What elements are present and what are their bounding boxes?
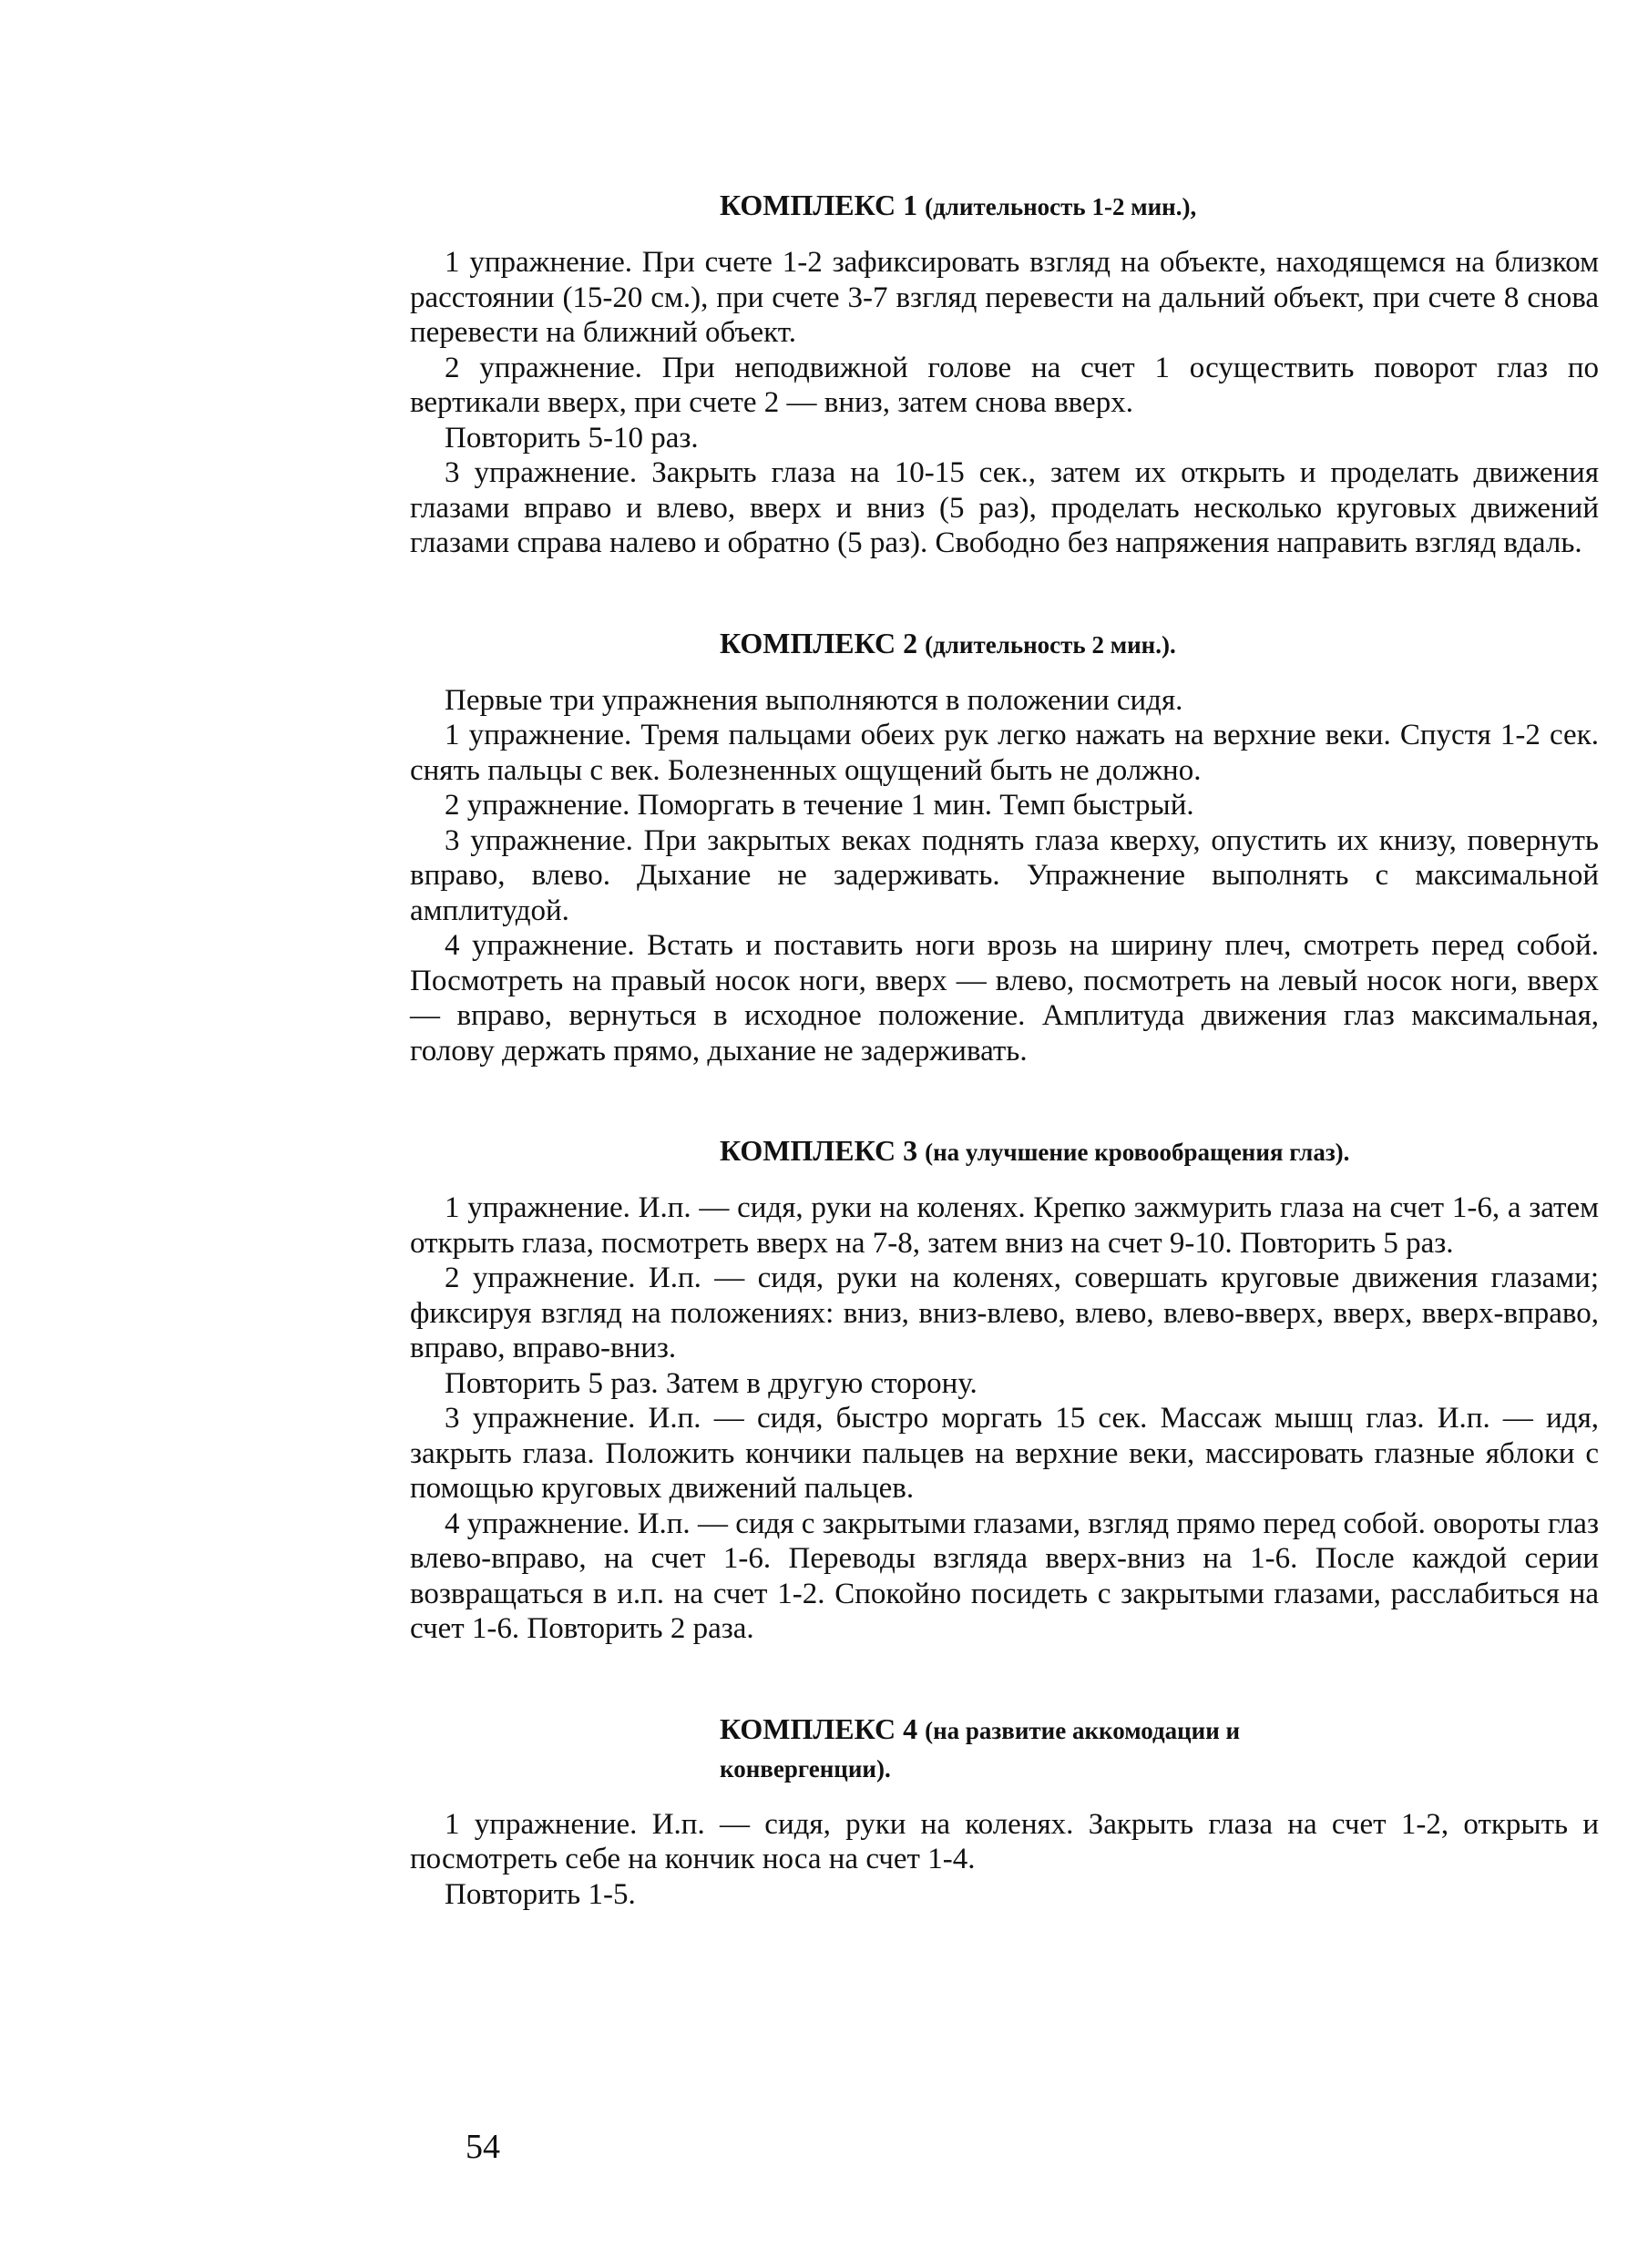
complex-3-exercise-1: 1 упражнение. И.п. — сидя, руки на коленях. Крепко зажмурить глаза на счет 1-6, а затем открыть глаза, посмотреть вверх на 7-8, затем вниз на счет 9-10. Повторить 5 раз. bbox=[410, 1191, 1599, 1260]
complex-3-purpose: (на улучшение кровообращения глаз). bbox=[925, 1139, 1350, 1166]
complex-2-title: КОМПЛЕКС 2 bbox=[720, 626, 918, 659]
complex-1-duration: (длительность 1-2 мин.), bbox=[925, 193, 1197, 220]
complex-3-heading bbox=[720, 1132, 1376, 1170]
complex-1-exercise-3: 3 упражнение. Закрыть глаза на 10-15 сек., затем их открыть и проделать движения глазами вправо и влево, вверх и вниз (5 раз), проделать несколько круговых движений глазами справа налево и обратно (5 раз). Свободно без напряжения направить взгляд вдаль. bbox=[410, 456, 1599, 559]
complex-3-exercise-3: 3 упражнение. И.п. — сидя, быстро моргать 15 сек. Массаж мышц глаз. И.п. — идя, закрыть глаза. Положить кончики пальцев на верхние веки, массировать глазные яблоки с помощью круговых движений пальцев. bbox=[410, 1402, 1599, 1505]
complex-3-section bbox=[410, 1132, 1599, 1647]
complex-1-exercise-2: 2 упражнение. При неподвижной голове на счет 1 осуществить поворот глаз по вертикали вверх, при счете 2 — вниз, затем снова вверх. bbox=[410, 351, 1599, 419]
complex-3-exercise-4: 4 упражнение. И.п. — сидя с закрытыми глазами, взгляд прямо перед собой. овороты глаз влево-вправо, на счет 1-6. Переводы взгляда вверх-вниз на 1-6. После каждой серии возвращаться в и.п. на счет 1-2. Спокойно посидеть с закрытыми глазами, расслабиться на счет 1-6. Повторить 2 раза. bbox=[410, 1507, 1599, 1645]
complex-1-exercise-1: 1 упражнение. При счете 1-2 зафиксировать взгляд на объекте, находящемся на близком расстоянии (15-20 см.), при счете 3-7 взгляд перевести на дальний объект, при счете 8 снова перевести на ближний объект. bbox=[410, 246, 1599, 349]
complex-4-title: КОМПЛЕКС 4 bbox=[720, 1711, 918, 1745]
complex-1-section bbox=[410, 187, 1599, 561]
complex-4-section bbox=[410, 1711, 1599, 1913]
complex-2-exercise-3: 3 упражнение. При закрытых веках поднять глаза кверху, опустить их книзу, повернуть вправо, влево. Дыхание не задерживать. Упражнение выполнять с максимальной амплитудой. bbox=[410, 823, 1599, 927]
complex-4-exercise-1: 1 упражнение. И.п. — сидя, руки на коленях. Закрыть глаза на счет 1-2, открыть и посмотреть себе на кончик носа на счет 1-4. bbox=[410, 1807, 1599, 1875]
complex-2-section bbox=[410, 625, 1599, 1069]
complex-1-heading bbox=[720, 187, 1376, 225]
complex-1-repeat-note: Повторить 5-10 раз. bbox=[445, 421, 699, 455]
complex-3-exercise-2: 2 упражнение. И.п. — сидя, руки на коленях, совершать круговые движения глазами; фиксируя взгляд на положениях: вниз, вниз-влево, влево, влево-вверх, вверх, вверх-вправо, вправо, вправо-вниз. bbox=[410, 1262, 1599, 1364]
complex-2-exercise-4: 4 упражнение. Встать и поставить ноги врозь на ширину плеч, смотреть перед собой. Посмотреть на правый носок ноги, вверх — влево, посмотреть на левый носок ноги, вверх — вправо, вернуться в исходное положение. Амплитуда движения глаз максимальная, голову держать прямо, дыхание не задерживать. bbox=[410, 929, 1599, 1068]
complex-3-repeat-note: Повторить 5 раз. Затем в другую сторону. bbox=[445, 1366, 978, 1400]
complex-4-purpose: (на развитие аккомодации и конвергенции). bbox=[720, 1716, 1241, 1783]
complex-2-heading bbox=[720, 625, 1376, 663]
complex-2-duration: (длительность 2 мин.). bbox=[925, 630, 1176, 659]
complex-4-heading bbox=[720, 1711, 1376, 1787]
document-page bbox=[410, 187, 1599, 1976]
complex-4-repeat-note: Повторить 1-5. bbox=[445, 1877, 636, 1911]
page-number: 54 bbox=[466, 2128, 500, 2166]
complex-2-exercise-1: 1 упражнение. Тремя пальцами обеих рук легко нажать на верхние веки. Спустя 1-2 сек. снять пальцы с век. Болезненных ощущений быть не должно. bbox=[410, 719, 1599, 787]
complex-1-title: КОМПЛЕКС 1 bbox=[720, 189, 918, 221]
complex-2-exercise-2: 2 упражнение. Поморгать в течение 1 мин. Темп быстрый. bbox=[445, 789, 1194, 822]
complex-3-title: КОМПЛЕКС 3 bbox=[720, 1134, 918, 1167]
complex-2-intro: Первые три упражнения выполняются в положении сидя. bbox=[445, 683, 1183, 717]
